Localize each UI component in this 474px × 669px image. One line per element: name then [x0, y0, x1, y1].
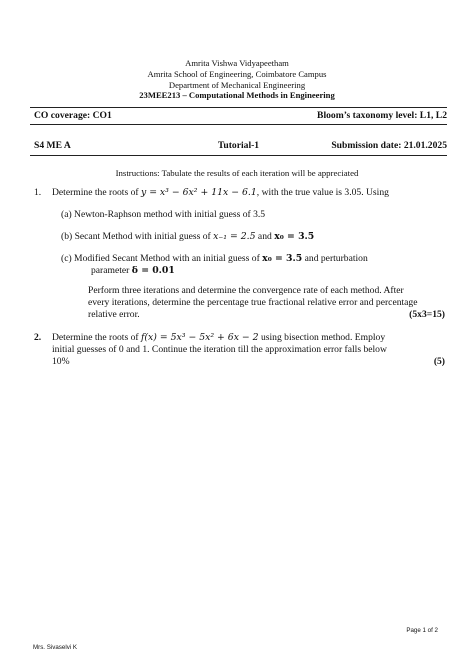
- q1-b-x1: x₋₁ = 2.5: [213, 231, 256, 242]
- top-rule: [30, 107, 447, 108]
- q1-c-suffix: and perturbation: [302, 253, 368, 264]
- q2-equation: f(x) = 5x³ − 5x² + 6x − 2: [140, 332, 259, 343]
- submission-date: Submission date: 21.01.2025: [331, 140, 447, 151]
- department-name: Department of Mechanical Engineering: [168, 80, 306, 90]
- q2-line2: initial guesses of 0 and 1. Continue the iteration till the approximation error falls below: [52, 344, 387, 355]
- q1-intro-b: , with the true value is 3.05. Using: [256, 187, 389, 198]
- q1-c-x0: x₀ = 3.5: [262, 253, 303, 264]
- q1-c-prefix: (c) Modified Secant Method with an initial guess of: [61, 253, 263, 264]
- blooms-level: Bloom’s taxonomy level: L1, L2: [317, 110, 447, 121]
- instructions: Instructions: Tabulate the results of each iteration will be appreciated: [115, 168, 359, 178]
- page-number: Page 1 of 2: [406, 627, 438, 634]
- q2-suffix: using bisection method. Employ: [258, 332, 386, 343]
- q1-b-and: and: [255, 231, 275, 242]
- q2-marks: (5): [433, 356, 445, 367]
- tutorial-title: Tutorial-1: [217, 140, 260, 151]
- q1-b-x0: x₀ = 3.5: [274, 231, 315, 242]
- q1-c-param: parameter: [91, 265, 132, 276]
- q1-statement: [52, 187, 389, 199]
- school-name: Amrita School of Engineering, Coimbatore Campus: [147, 69, 327, 79]
- q1-part-c-line2: [91, 265, 175, 277]
- q2-number: 2.: [34, 332, 42, 343]
- middle-rule: [30, 124, 447, 125]
- q1-number: 1.: [34, 187, 42, 198]
- q1-equation: y = x³ − 6x² + 11x − 6.1: [140, 187, 257, 198]
- q1-para-line3: relative error.: [88, 309, 140, 320]
- q1-c-delta: δ = 0.01: [131, 265, 175, 276]
- q1-part-a: (a) Newton-Raphson method with initial guess of 3.5: [61, 209, 266, 220]
- bottom-rule: [30, 155, 447, 156]
- q1-b-prefix: (b) Secant Method with initial guess of: [61, 231, 214, 242]
- author-name: Mrs. Sivaselvi K: [33, 644, 78, 651]
- q1-part-c-line1: [61, 253, 368, 265]
- university-name: Amrita Vishwa Vidyapeetham: [185, 58, 289, 68]
- course-title: 23MEE213 – Computational Methods in Engineering: [139, 90, 335, 100]
- q1-marks: (5x3=15): [409, 309, 445, 320]
- q1-intro-a: Determine the roots of: [52, 187, 141, 198]
- q1-part-b: [61, 231, 314, 243]
- co-coverage: CO coverage: CO1: [34, 110, 112, 121]
- q1-para-line2: every iterations, determine the percentage true fractional relative error and percentage: [88, 297, 418, 308]
- q2-line3: 10%: [52, 356, 70, 367]
- q2-prefix: Determine the roots of: [52, 332, 141, 343]
- q1-para-line1: Perform three iterations and determine the convergence rate of each method. After: [88, 285, 404, 296]
- q2-line1: [52, 332, 385, 344]
- class-section: S4 ME A: [34, 140, 71, 151]
